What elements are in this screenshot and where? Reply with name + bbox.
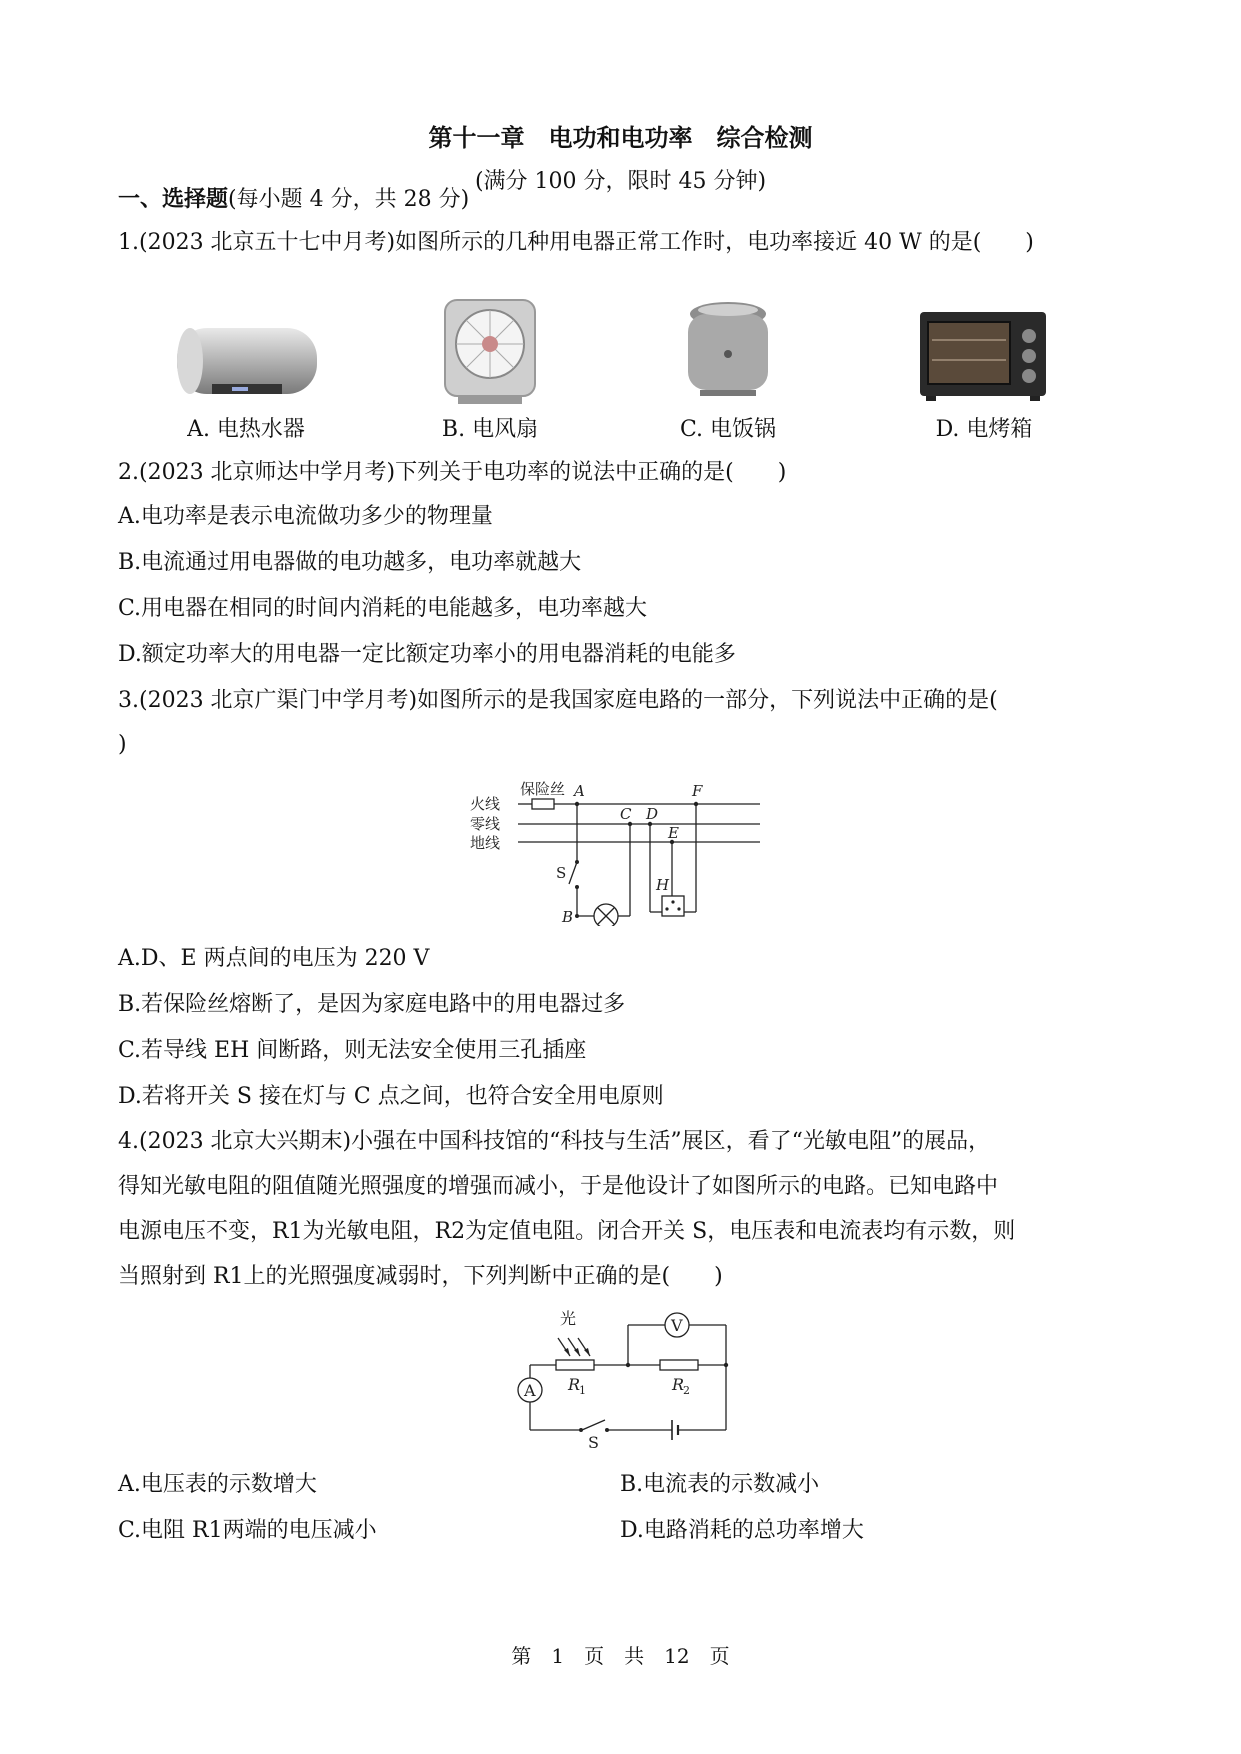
electric-oven-image <box>918 310 1048 402</box>
q2-stem: 2.(2023 北京师达中学月考)下列关于电功率的说法中正确的是( ) <box>118 460 787 485</box>
point-a-label: A <box>574 782 585 800</box>
point-f-label: F <box>692 782 703 800</box>
section-label: 一、选择题 <box>118 187 229 212</box>
q3-option-d: D.若将开关 S 接在灯与 C 点之间，也符合安全用电原则 <box>118 1084 664 1109</box>
q3-option-c: C.若导线 EH 间断路，则无法安全使用三孔插座 <box>118 1038 587 1063</box>
q2-option-a: A.电功率是表示电流做功多少的物理量 <box>118 504 493 529</box>
q3-option-a: A.D、E 两点间的电压为 220 V <box>118 946 430 971</box>
switch-s-label: S <box>588 1433 599 1450</box>
fuse-label: 保险丝 <box>520 780 566 798</box>
q3-stem-line2: ) <box>118 732 127 757</box>
voltmeter-v-label: V <box>671 1316 683 1335</box>
section-note: (每小题 4 分，共 28 分) <box>228 187 470 212</box>
q4-option-a: A.电压表的示数增大 <box>118 1472 317 1497</box>
q4-option-d: D.电路消耗的总功率增大 <box>620 1518 864 1543</box>
q4-stem-line3: 电源电压不变，R1为光敏电阻，R2为定值电阻。闭合开关 S，电压表和电流表均有示数，则 <box>118 1219 1016 1244</box>
q2-option-d: D.额定功率大的用电器一定比额定功率小的用电器消耗的电能多 <box>118 642 736 667</box>
page-title: 第十一章 电功和电功率 综合检测 <box>428 124 813 152</box>
electric-fan-image <box>440 296 540 406</box>
q2-option-b: B.电流通过用电器做的电功越多，电功率就越大 <box>118 550 582 575</box>
photoresistor-circuit-diagram <box>500 1300 740 1450</box>
ammeter-a-label: A <box>524 1381 536 1400</box>
q4-option-c: C.电阻 R1两端的电压减小 <box>118 1518 377 1543</box>
q1-option-c: C. 电饭锅 <box>679 417 777 442</box>
point-b-label: B <box>562 908 574 926</box>
q4-stem-line2: 得知光敏电阻的阻值随光照强度的增强而减小，于是他设计了如图所示的电路。已知电路中 <box>118 1174 999 1199</box>
switch-s-label: S <box>556 864 567 882</box>
q4-stem-line1: 4.(2023 北京大兴期末)小强在中国科技馆的“科技与生活”展区，看了“光敏电阻”的展品， <box>118 1129 991 1154</box>
section-heading <box>118 185 469 215</box>
water-heater-image <box>172 322 322 402</box>
page-subtitle: (满分 100 分，限时 45 分钟) <box>474 169 767 194</box>
q4-option-b: B.电流表的示数减小 <box>620 1472 820 1497</box>
live-wire-label: 火线 <box>470 795 501 813</box>
light-label: 光 <box>560 1309 577 1328</box>
r2-label: R <box>672 1375 685 1394</box>
point-e-label: E <box>668 824 679 842</box>
q1-option-b: B. 电风扇 <box>441 417 539 442</box>
r1-subscript: 1 <box>579 1384 586 1397</box>
q1-option-a: A. 电热水器 <box>187 417 305 442</box>
household-circuit-diagram <box>470 766 770 926</box>
r2-subscript: 2 <box>683 1384 690 1397</box>
r1-label: R <box>568 1375 581 1394</box>
q1-option-d: D. 电烤箱 <box>935 417 1033 442</box>
q3-option-b: B.若保险丝熔断了，是因为家庭电路中的用电器过多 <box>118 992 626 1017</box>
rice-cooker-image <box>680 298 776 402</box>
ground-wire-label: 地线 <box>470 834 501 852</box>
q3-stem-line1: 3.(2023 北京广渠门中学月考)如图所示的是我国家庭电路的一部分，下列说法中正确的是( <box>118 688 998 713</box>
point-h-label: H <box>656 876 670 894</box>
q1-stem: 1.(2023 北京五十七中月考)如图所示的几种用电器正常工作时，电功率接近 40 W 的是( ) <box>118 230 1034 255</box>
q2-option-c: C.用电器在相同的时间内消耗的电能越多，电功率越大 <box>118 596 648 621</box>
point-c-label: C <box>620 805 632 823</box>
point-d-label: D <box>646 805 659 823</box>
neutral-wire-label: 零线 <box>470 815 501 833</box>
q4-stem-line4: 当照射到 R1上的光照强度减弱时，下列判断中正确的是( ) <box>118 1264 723 1289</box>
page-number: 第 1 页 共 12 页 <box>511 1644 730 1668</box>
